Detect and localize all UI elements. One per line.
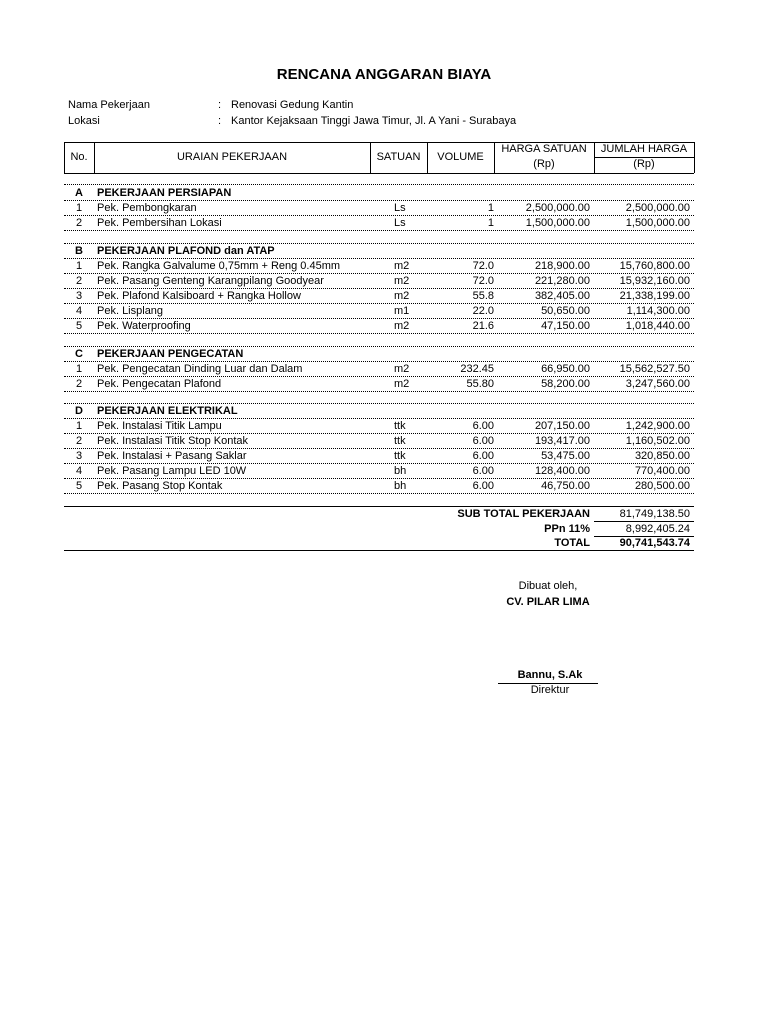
subtotal-label: SUB TOTAL PEKERJAAN [457,508,590,520]
table-row [64,289,694,303]
company-name: CV. PILAR LIMA [506,596,590,608]
item-total: 2,500,000.00 [625,202,690,214]
item-no: 1 [75,363,83,375]
item-volume: 72.0 [472,260,494,272]
section-header [64,347,694,361]
item-desc: Pek. Pasang Genteng Karangpilang Goodyear [97,275,324,287]
item-volume: 55.80 [466,378,494,390]
item-total: 1,114,300.00 [626,305,690,317]
item-price: 58,200.00 [541,378,590,390]
row-separator [64,230,694,231]
item-desc: Pek. Pembongkaran [97,202,197,214]
item-unit: m2 [394,363,410,375]
item-total: 3,247,560.00 [625,378,690,390]
page-title: RENCANA ANGGARAN BIAYA [276,66,492,83]
item-no: 1 [75,202,83,214]
table-row [64,216,694,230]
item-desc: Pek. Waterproofing [97,320,191,332]
location-value: Kantor Kejaksaan Tinggi Jawa Timur, Jl. A Yani - Surabaya [231,115,517,127]
item-no: 3 [75,290,83,302]
item-unit: Ls [394,202,406,214]
item-unit: bh [394,465,407,477]
ppn-value: 8,992,405.24 [625,523,690,535]
item-price: 53,475.00 [541,450,590,462]
table-row [64,304,694,318]
item-price: 221,280.00 [534,275,590,287]
item-desc: Pek. Pembersihan Lokasi [97,217,222,229]
location-label: Lokasi [68,115,100,127]
item-volume: 6.00 [472,480,494,492]
item-unit: ttk [394,435,406,447]
item-price: 382,405.00 [534,290,590,302]
row-separator [64,333,694,334]
section-header [64,404,694,418]
section-title: PEKERJAAN ELEKTRIKAL [97,405,238,417]
section-header [64,186,694,200]
item-price: 50,650.00 [541,305,590,317]
location-colon: : [218,115,222,127]
item-price: 193,417.00 [534,435,590,447]
item-desc: Pek. Pasang Stop Kontak [97,480,223,492]
section-code: A [75,187,83,199]
table-row [64,274,694,288]
subtotal-value: 81,749,138.50 [619,508,690,520]
item-no: 2 [75,217,83,229]
item-total: 770,400.00 [634,465,690,477]
item-unit: m2 [394,275,410,287]
item-price: 66,950.00 [541,363,590,375]
item-price: 218,900.00 [534,260,590,272]
table-row [64,464,694,478]
table-row [64,434,694,448]
section-title: PEKERJAAN PERSIAPAN [97,187,232,199]
item-desc: Pek. Rangka Galvalume 0,75mm + Reng 0.45mm [97,260,341,272]
section-header [64,244,694,258]
item-unit: bh [394,480,407,492]
item-volume: 72.0 [472,275,494,287]
total-label: TOTAL [554,537,590,549]
item-desc: Pek. Pengecatan Plafond [97,378,222,390]
item-total: 1,160,502.00 [625,435,690,447]
item-no: 2 [75,378,83,390]
item-desc: Pek. Instalasi Titik Lampu [97,420,222,432]
item-desc: Pek. Instalasi + Pasang Saklar [97,450,247,462]
row-separator [64,391,694,392]
item-total: 15,562,527.50 [619,363,690,375]
item-price: 2,500,000.00 [525,202,590,214]
item-total: 1,500,000.00 [625,217,690,229]
item-price: 47,150.00 [541,320,590,332]
item-total: 1,018,440.00 [625,320,690,332]
subtotal-rule [594,521,694,522]
header-volume: VOLUME [437,151,484,163]
row-separator [64,184,694,185]
item-unit: m2 [394,378,410,390]
item-total: 280,500.00 [634,480,690,492]
item-volume: 55.8 [472,290,494,302]
item-price: 46,750.00 [541,480,590,492]
item-unit: m2 [394,320,410,332]
section-title: PEKERJAAN PLAFOND dan ATAP [97,245,275,257]
item-unit: Ls [394,217,406,229]
item-volume: 6.00 [472,465,494,477]
table-row [64,479,694,493]
total-value: 90,741,543.74 [619,537,690,549]
item-unit: ttk [394,420,406,432]
header-divider [694,142,695,173]
header-harga-satuan: HARGA SATUAN [501,143,587,155]
header-uraian: URAIAN PEKERJAAN [176,151,288,163]
item-no: 1 [75,420,83,432]
row-separator [64,493,694,494]
item-no: 4 [75,305,83,317]
item-unit: ttk [394,450,406,462]
item-desc: Pek. Plafond Kalsiboard + Rangka Hollow [97,290,301,302]
table-row [64,449,694,463]
item-desc: Pek. Pasang Lampu LED 10W [97,465,247,477]
item-desc: Pek. Lisplang [97,305,164,317]
item-no: 5 [75,320,83,332]
header-jumlah-harga-unit: (Rp) [633,158,655,170]
item-volume: 22.0 [472,305,494,317]
item-total: 15,932,160.00 [619,275,690,287]
item-volume: 232.45 [460,363,494,375]
signatory-name: Bannu, S.Ak [517,669,583,681]
item-unit: m2 [394,290,410,302]
item-total: 320,850.00 [634,450,690,462]
item-no: 2 [75,435,83,447]
item-volume: 1 [487,202,494,214]
made-by-label: Dibuat oleh, [518,580,578,592]
job-value: Renovasi Gedung Kantin [231,99,354,111]
table-row [64,201,694,215]
item-volume: 6.00 [472,450,494,462]
item-total: 15,760,800.00 [619,260,690,272]
header-satuan: SATUAN [376,151,421,163]
table-row [64,419,694,433]
item-volume: 6.00 [472,435,494,447]
ppn-label: PPn 11% [544,523,590,535]
signatory-role: Direktur [530,684,570,696]
item-no: 1 [75,260,83,272]
totals-bottom-rule [64,550,694,551]
section-title: PEKERJAAN PENGECATAN [97,348,244,360]
item-no: 3 [75,450,83,462]
job-label: Nama Pekerjaan [68,99,150,111]
header-no: No. [70,151,88,163]
section-code: D [75,405,83,417]
item-price: 1,500,000.00 [525,217,590,229]
item-no: 2 [75,275,83,287]
section-code: B [75,245,83,257]
table-row [64,319,694,333]
section-code: C [75,348,83,360]
item-desc: Pek. Instalasi Titik Stop Kontak [97,435,249,447]
item-price: 207,150.00 [534,420,590,432]
table-row [64,377,694,391]
table-row [64,259,694,273]
item-volume: 6.00 [472,420,494,432]
totals-top-rule [64,506,694,507]
item-desc: Pek. Pengecatan Dinding Luar dan Dalam [97,363,303,375]
item-price: 128,400.00 [534,465,590,477]
item-no: 5 [75,480,83,492]
table-row [64,362,694,376]
item-unit: m2 [394,260,410,272]
item-volume: 21.6 [472,320,494,332]
item-unit: m1 [394,305,410,317]
header-harga-satuan-unit: (Rp) [533,158,555,170]
item-total: 21,338,199.00 [619,290,690,302]
item-volume: 1 [487,217,494,229]
item-total: 1,242,900.00 [625,420,690,432]
item-no: 4 [75,465,83,477]
job-colon: : [218,99,222,111]
header-jumlah-harga: JUMLAH HARGA [600,143,688,155]
